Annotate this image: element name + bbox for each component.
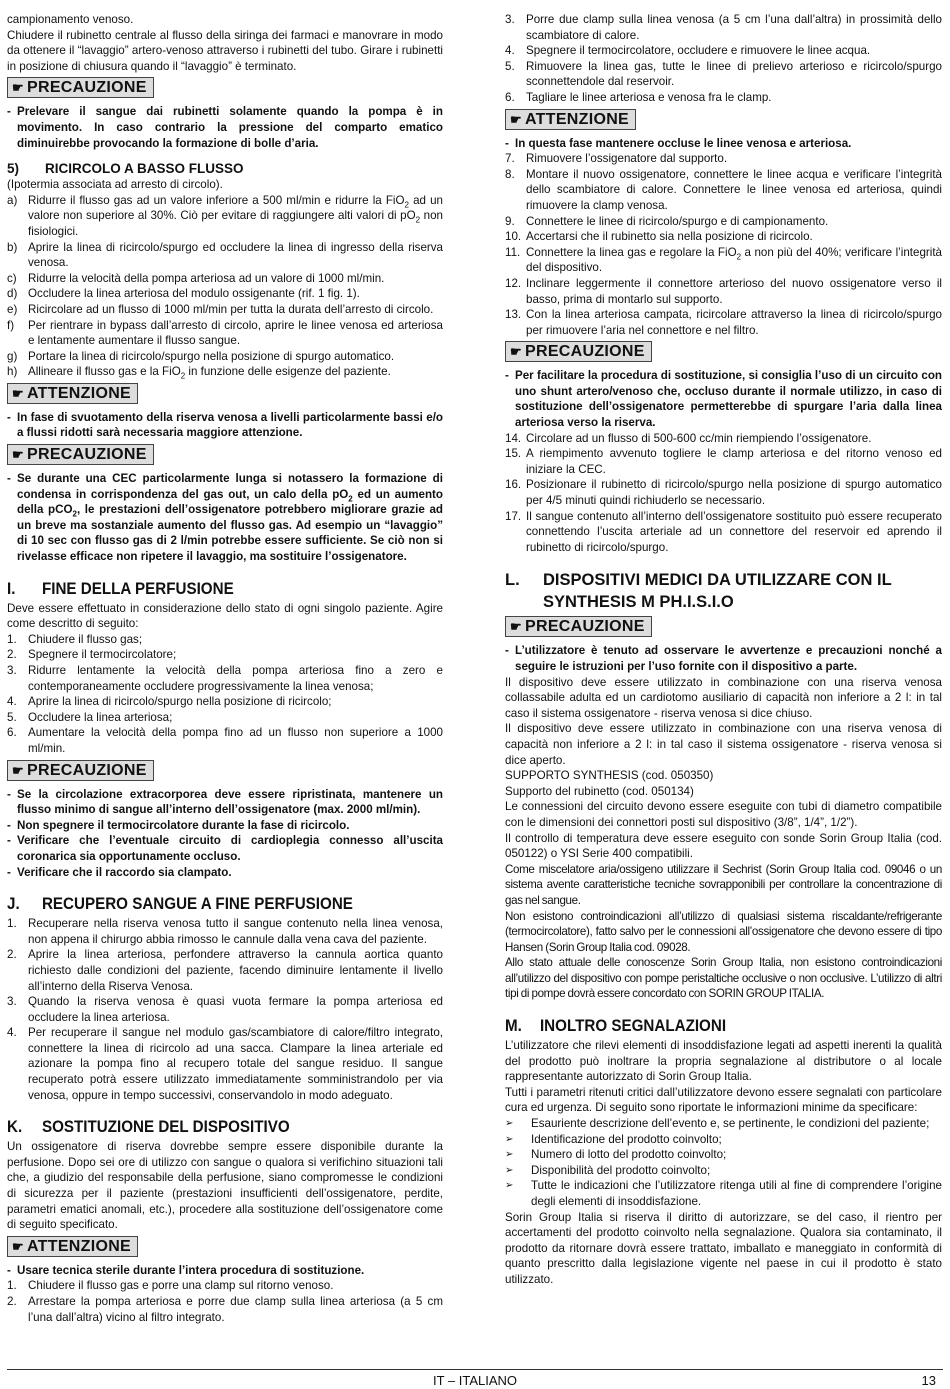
list-item: 12. Inclinare leggermente il connettore arterioso del nuovo ossigenatore verso il basso, prima di montarlo sul supporto. bbox=[505, 276, 942, 306]
list-item: d) Occludere la linea arteriosa del modulo ossigenante (rif. 1 fig. 1). bbox=[7, 287, 360, 301]
intro-text: Chiudere il rubinetto centrale al flusso della siringa dei farmaci e manovrare in modo da ottenere il “lavaggio” artero-venoso attraverso i rubinetti del tubo. Girare i rubinetti in posizione di chiusura quando il “lavaggio” è terminato. bbox=[7, 28, 443, 73]
paragraph: Le connessioni del circuito devono essere eseguite con tubi di diametro compatibile con le dimensioni dei connettori posti sul dispositivo (3/8”, 1/4”, 1/2”). bbox=[505, 800, 942, 829]
pointing-hand-icon: ☛ bbox=[510, 111, 522, 127]
list-item: 4. Per recuperare il sangue nel modulo gas/scambiatore di calore/filtro integrato, connettere la linea di ricircolo ad una sacca. Clampare la linea arteriale ed azionare la pompa fino al recupero totale del sangue residuo. Il sangue recuperato potrà essere utilizzato immediatamente somministrandolo per via venosa, oppure in tempo successivi, conservandolo in modo adeguato. bbox=[7, 1026, 443, 1102]
pointing-hand-icon: ☛ bbox=[12, 762, 24, 778]
list-item: 1. Chiudere il flusso gas e porre una clamp sul ritorno venoso. bbox=[7, 1279, 334, 1293]
precauzione-box: ☛ PRECAUZIONE bbox=[7, 77, 154, 98]
arrow-bullet-icon: ➢ bbox=[505, 1149, 514, 1161]
list-item: 9. Connettere le linee di ricircolo/spurgo e di campionamento. bbox=[505, 214, 829, 228]
list-item: 3. Porre due clamp sulla linea venosa (a 5 cm l’una dall’altra) in prossimità dello scambiatore di calore. bbox=[505, 13, 942, 42]
pointing-hand-icon: ☛ bbox=[510, 344, 522, 360]
precauzione-box: ☛ PRECAUZIONE bbox=[7, 760, 154, 781]
warning-text: - In fase di svuotamento della riserva venosa a livelli particolarmente bassi e/o a flussi ridotti sarà necessaria maggiore attenzione. bbox=[7, 410, 443, 441]
paragraph: Il dispositivo deve essere utilizzato in combinazione con una riserva venosa collassabile adulta ed un cardiotomo ausiliario di capacità non inferiore a 2 l: in tal caso il sistema ossigenatore - riserva venosa si dice chiuso. bbox=[505, 675, 942, 720]
paragraph: Sorin Group Italia si riserva il diritto di autorizzare, se del caso, il rientro per accertamenti del prodotto coinvolto nella segnalazione. Qualora sia contaminato, il prodotto da ritornare dovrà essere trattato, imballato e maneggiato in conformità di quanto prescritto dalla legislazione vigente nel paese in cui il prodotto è stato utilizzato. bbox=[505, 1210, 942, 1286]
warning-text: - Se la circolazione extracorporea deve essere ripristinata, mantenere un flusso minimo di sangue all’interno dell’ossigenatore (max. 2000 ml/min). bbox=[7, 787, 443, 818]
section-5-subtitle: (Ipotermia associata ad arresto di circolo). bbox=[7, 178, 223, 192]
list-item: c) Ridurre la velocità della pompa arteriosa ad un valore di 1000 ml/min. bbox=[7, 271, 385, 285]
arrow-bullet-icon: ➢ bbox=[505, 1118, 514, 1130]
section-i-heading: I. FINE DELLA PERFUSIONE bbox=[7, 579, 234, 598]
list-item: 13. Con la linea arteriosa campata, ricircolare attraverso la linea di ricircolo/spurgo per rimuovere l’aria nel connettore e nel filtro. bbox=[505, 308, 942, 337]
list-item: h) Allineare il flusso gas e la FiO$_2$ in funzione delle esigenze del paziente. bbox=[7, 365, 391, 381]
paragraph: L’utilizzatore che rilevi elementi di insoddisfazione legati ad aspetti inerenti la qualità del prodotto può inoltrare la propria segnalazione al distributore o al locale rappresentante autorizzato di Sorin Group Italia. bbox=[505, 1039, 942, 1084]
paragraph: Tutti i parametri ritenuti critici dall’utilizzatore devono essere segnalati con particolare cura ed urgenza. Di seguito sono riportate le informazioni minime da specificare: bbox=[505, 1085, 942, 1115]
attenzione-box: ☛ ATTENZIONE bbox=[7, 1236, 138, 1257]
paragraph: Come miscelatore aria/ossigeno utilizzare il Sechrist (Sorin Group Italia cod. 09046 o un sistema avente caratteristiche tecniche sovrapponibili per controllare la concentrazione di gas nel sangue. bbox=[505, 862, 942, 907]
page-number: 13 bbox=[921, 1373, 936, 1388]
list-item: 2. Aprire la linea arteriosa, perfondere attraverso la cannula aortica quanto richiesto dalle condizioni del paziente, facendo diminuire lentamente il livello all’interno della Riserva Venosa. bbox=[7, 948, 443, 993]
attenzione-box: ☛ ATTENZIONE bbox=[505, 109, 636, 130]
warning-text: - L’utilizzatore è tenuto ad osservare le avvertenze e precauzioni nonché a seguire le istruzioni per l’uso fornite con il dispositivo a parte. bbox=[505, 643, 942, 674]
section-k-heading: K. SOSTITUZIONE DEL DISPOSITIVO bbox=[7, 1118, 290, 1137]
list-item: 16. Posizionare il rubinetto di ricircolo/spurgo nella posizione di spurgo automatico per 4/5 minuti quindi richiuderlo se necessario. bbox=[505, 478, 942, 508]
section-k-list-continued bbox=[505, 431, 942, 556]
arrow-bullet-icon: ➢ bbox=[505, 1133, 514, 1145]
section-5-list bbox=[7, 193, 443, 380]
warning-text: - Non spegnere il termocircolatore durante la fase di ricircolo. bbox=[7, 818, 443, 834]
precauzione-box: ☛ PRECAUZIONE bbox=[7, 444, 154, 465]
paragraph: Non esistono controindicazioni all’utilizzo di qualsiasi sistema riscaldante/refrigerante (termocircolatore), fatto salvo per le connessioni all’ossigenatore che devono essere di tipo Hansen (Sorin Group Italia cod. 09028. bbox=[505, 909, 942, 954]
list-item: e) Ricircolare ad un flusso di 1000 ml/min per tutta la durata dell’arresto di circolo. bbox=[7, 302, 434, 316]
list-item: f) Per rientrare in bypass dall’arresto di circolo, aprire le linee venosa ed arteriosa e lentamente aumentare il flusso sangue. bbox=[7, 318, 443, 348]
warning-text: - Se durante una CEC particolarmente lunga si notassero la formazione di condensa in corrispondenza del gas out, un calo della $pO_2$ ed un aumento della pCO$_2$, le prestazioni dell’ossigenatore potrebbero migliorare grazie ad un breve ma sostanziale aumento del flusso gas. Ad esempio un “lavaggio” di 10 sec con flusso gas di 2 l/min potrebbe essere sufficiente. Se ciò non si rivelasse efficace non ripetere il lavaggio, ma sostituire l’ossigenatore. bbox=[7, 471, 443, 565]
list-item: 2. Arrestare la pompa arteriosa e porre due clamp sulla linea arteriosa (a 5 cm l’una dall’altra) vicino al filtro integrato. bbox=[7, 1295, 443, 1324]
attenzione-box: ☛ ATTENZIONE bbox=[7, 383, 138, 404]
section-i-list bbox=[7, 632, 443, 757]
footer-language: IT – ITALIANO bbox=[432, 1373, 518, 1388]
intro-text: campionamento venoso. bbox=[7, 13, 134, 26]
pointing-hand-icon: ☛ bbox=[12, 1238, 24, 1254]
list-item: 5. Occludere la linea arteriosa; bbox=[7, 710, 173, 724]
warning-text: - In questa fase mantenere occluse le linee venosa e arteriosa. bbox=[505, 136, 942, 152]
precauzione-box: ☛ PRECAUZIONE bbox=[505, 616, 652, 637]
list-item: 4. Spegnere il termocircolatore, occludere e rimuovere le linee acqua. bbox=[505, 44, 871, 58]
warning-text: - Verificare che l’eventuale circuito di cardioplegia connesso all’uscita coronarica sia opportunamente occluso. bbox=[7, 833, 443, 864]
list-item: 8. Montare il nuovo ossigenatore, connettere le linee acqua e verificare l’integrità dello scambiatore di calore. Connettere le linee venosa ed arteriosa, quindi rimuovere la clamp venosa. bbox=[505, 167, 942, 212]
list-item: b) Aprire la linea di ricircolo/spurgo ed occludere la linea di ingresso della riserva venosa. bbox=[7, 240, 443, 270]
warning-text: - Prelevare il sangue dai rubinetti solamente quando la pompa è in movimento. In caso contrario la pressione del comparto ematico diminuirebbe provocando la formazione di bolle d’aria. bbox=[7, 104, 443, 151]
list-item: ➢ Disponibilità del prodotto coinvolto; bbox=[505, 1163, 711, 1177]
list-item: 7. Rimuovere l’ossigenatore dal supporto. bbox=[505, 152, 728, 166]
arrow-bullet-icon: ➢ bbox=[505, 1164, 514, 1176]
arrow-bullet-icon: ➢ bbox=[505, 1180, 514, 1192]
paragraph: SUPPORTO SYNTHESIS (cod. 050350) bbox=[505, 769, 714, 783]
left-column bbox=[7, 12, 443, 1325]
section-k-list-continued bbox=[505, 151, 942, 338]
list-item: ➢ Esauriente descrizione dell’evento e, se pertinente, le condizioni del paziente; bbox=[505, 1117, 930, 1131]
paragraph: Allo stato attuale delle conoscenze Sorin Group Italia, non esistono controindicazioni all’utilizzo del dispositivo con pompe peristaltiche occlusive o non occlusive. L’utilizzo di altri tipi di pompe dovrà essere concordato con SORIN GROUP ITALIA. bbox=[505, 956, 942, 1001]
list-item: 10. Accertarsi che il rubinetto sia nella posizione di ricircolo. bbox=[505, 230, 813, 244]
list-item: ➢ Numero di lotto del prodotto coinvolto; bbox=[505, 1148, 727, 1162]
paragraph: Il dispositivo deve essere utilizzato in combinazione con una riserva venosa di capacità non inferiore a 2 l: in tal caso il sistema ossigenatore - riserva venosa si dice aperto. bbox=[505, 722, 942, 767]
list-item: 11. Connettere la linea gas e regolare la FiO$_2$ a non più del 40%; verificare l’integrità del dispositivo. bbox=[505, 245, 942, 275]
list-item: 6. Tagliare le linee arteriosa e venosa fra le clamp. bbox=[505, 90, 772, 104]
paragraph: Il controllo di temperatura deve essere eseguito con sonde Sorin Group Italia (cod. 050122) o YSI Serie 400 compatibili. bbox=[505, 831, 942, 861]
list-item: 3. Ridurre lentamente la velocità della pompa arteriosa fino a zero e contemporaneamente occludere progressivamente la linea venosa; bbox=[7, 664, 443, 693]
list-item: ➢ Tutte le indicazioni che l’utilizzatore ritenga utili al fine di comprendere l’origine degli elementi di insoddisfazione. bbox=[505, 1179, 942, 1208]
pointing-hand-icon: ☛ bbox=[12, 80, 24, 96]
list-item: 14. Circolare ad un flusso di 500-600 cc/min riempiendo l’ossigenatore. bbox=[505, 431, 872, 445]
section-m-bullets bbox=[505, 1116, 942, 1210]
list-item: 15. A riempimento avvenuto togliere le clamp arteriosa e del ritorno venoso ed iniziare la CEC. bbox=[505, 447, 942, 476]
section-j-list bbox=[7, 916, 443, 1103]
warning-text: - Per facilitare la procedura di sostituzione, si consiglia l’uso di un circuito con uno shunt artero/venoso che, occluso durante il normale utilizzo, in caso di sostituzione dell’ossigenatore permetterebbe di spurgare l’aria dalla linea arteriosa verso la riserva. bbox=[505, 368, 942, 430]
list-item: 4. Aprire la linea di ricircolo/spurgo nella posizione di ricircolo; bbox=[7, 695, 332, 709]
list-item: 17. Il sangue contenuto all’interno dell’ossigenatore sostituito può essere recuperato connettendo l’uscita arteriale ad un connettore del reservoir ed aprendo il rubinetto di ricircolo/spurgo. bbox=[505, 509, 942, 554]
section-j-heading: J. RECUPERO SANGUE A FINE PERFUSIONE bbox=[7, 895, 353, 914]
list-item: ➢ Identificazione del prodotto coinvolto; bbox=[505, 1132, 722, 1146]
section-k-list-continued bbox=[505, 12, 942, 106]
right-column bbox=[505, 12, 942, 1288]
section-5-heading: 5) RICIRCOLO A BASSO FLUSSO bbox=[7, 161, 244, 177]
list-item: 1. Recuperare nella riserva venosa tutto il sangue contenuto nella linea venosa, non appena il chirurgo abbia rimosso le cannule dalla vena cava del paziente. bbox=[7, 917, 443, 946]
warning-text: - Usare tecnica sterile durante l’intera procedura di sostituzione. bbox=[7, 1263, 443, 1279]
list-item: 2. Spegnere il termocircolatore; bbox=[7, 648, 177, 662]
pointing-hand-icon: ☛ bbox=[12, 385, 24, 401]
footer-rule bbox=[7, 1369, 943, 1370]
list-item: a) Ridurre il flusso gas ad un valore inferiore a 500 ml/min e ridurre la FiO$_2$ ad un valore non superiore al 30%. Ciò per evitare di raggiungere alti valori di $pO_2$ non fisiologici. bbox=[7, 193, 443, 238]
list-item: 3. Quando la riserva venosa è quasi vuota fermare la pompa arteriosa ed occludere la linea arteriosa. bbox=[7, 995, 443, 1024]
precauzione-box: ☛ PRECAUZIONE bbox=[505, 341, 652, 362]
list-item: 6. Aumentare la velocità della pompa fino ad un flusso non superiore a 1000 ml/min. bbox=[7, 726, 443, 755]
list-item: g) Portare la linea di ricircolo/spurgo nella posizione di spurgo automatico. bbox=[7, 349, 395, 363]
pointing-hand-icon: ☛ bbox=[510, 619, 522, 635]
warning-text: - Verificare che il raccordo sia clampato. bbox=[7, 865, 443, 881]
section-k-list bbox=[7, 1278, 443, 1325]
list-item: 1. Chiudere il flusso gas; bbox=[7, 632, 143, 646]
pointing-hand-icon: ☛ bbox=[12, 447, 24, 463]
section-i-intro: Deve essere effettuato in considerazione dello stato di ogni singolo paziente. Agire come descritto di seguito: bbox=[7, 601, 443, 631]
page-footer bbox=[0, 1369, 950, 1387]
section-k-intro: Un ossigenatore di riserva dovrebbe sempre essere disponibile durante la perfusione. Dopo sei ore di utilizzo con sangue o qualora si verifichino situazioni tali che, a giudizio del responsabile della perfusione, siano compromesse le condizioni di sicurezza per il paziente (prestazioni insufficienti dell’ossigenatore, perdite, parametri ematici anomali, etc.), procedere alla sostituzione dell’ossigenatore come di seguito specificato. bbox=[7, 1140, 443, 1232]
section-m-heading: M. INOLTRO SEGNALAZIONI bbox=[505, 1017, 727, 1036]
section-l-heading: L. DISPOSITIVI MEDICI DA UTILIZZARE CON IL SYNTHESIS M PH.I.S.I.O bbox=[505, 571, 892, 612]
list-item: 5. Rimuovere la linea gas, tutte le linee di prelievo arterioso e ricircolo/spurgo sconnettendole dal reservoir. bbox=[505, 59, 942, 89]
paragraph: Supporto del rubinetto (cod. 050134) bbox=[505, 784, 694, 798]
